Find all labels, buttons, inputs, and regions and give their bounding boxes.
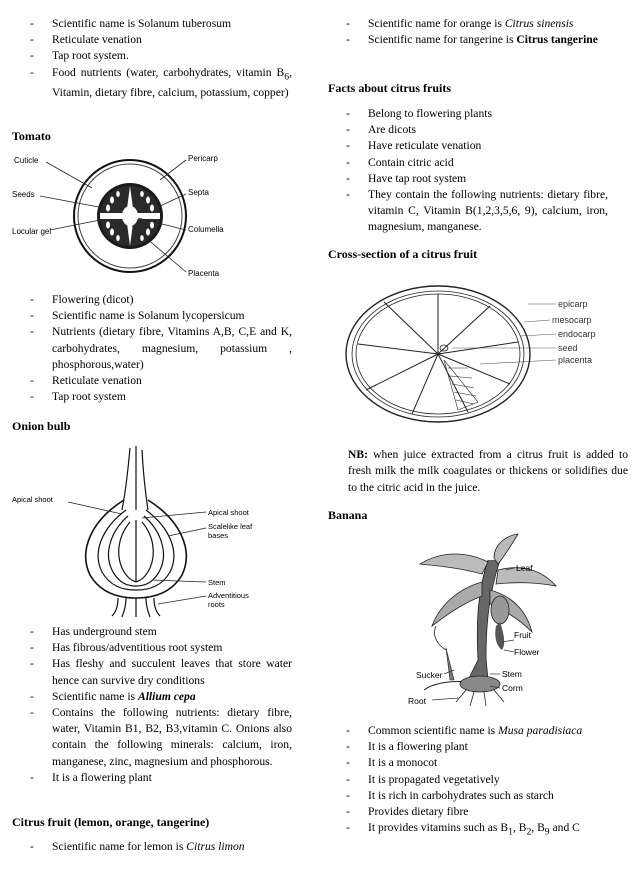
fruit-label: Fruit	[514, 630, 531, 640]
list-item: - It is a flowering plant	[328, 739, 608, 755]
septa-label: Septa	[188, 188, 209, 197]
list-item: - It is a monocot	[328, 755, 608, 771]
tomato-facts-list	[12, 292, 292, 405]
root-label: Root	[408, 696, 426, 706]
scalelike-leaf-label: Scalelike leaf	[208, 522, 253, 531]
stem-label: Stem	[502, 669, 522, 679]
sci-name: Allium cepa	[137, 689, 196, 703]
citrus-sci-names-list	[328, 16, 608, 48]
citrus-lemon-list	[12, 839, 292, 855]
citrus-cross-section	[346, 286, 530, 422]
list-item	[12, 839, 292, 855]
banana-heading: Banana	[328, 508, 368, 522]
sci-name-prefix: Scientific name is	[52, 689, 138, 703]
tomato-cross-section	[74, 160, 186, 272]
nutrients-text: Food nutrients (water, carbohydrates, vitamin B	[52, 65, 285, 79]
apical-shoot-left-label: Apical shoot	[12, 495, 53, 504]
tomato-diagram	[12, 148, 292, 288]
list-item: - Provides dietary fibre	[328, 804, 608, 820]
cuticle-label: Cuticle	[14, 156, 39, 165]
tangerine-prefix: Scientific name for tangerine is	[368, 33, 517, 47]
onion-label-lines	[68, 502, 206, 604]
list-item	[328, 820, 608, 841]
list-item: - Are dicots	[328, 122, 608, 138]
banana-facts-list	[328, 723, 608, 841]
subscript: 9	[544, 826, 550, 838]
onion-facts-list	[12, 624, 292, 786]
endocarp-label: endocarp	[558, 329, 596, 339]
pericarp-label: Pericarp	[188, 154, 218, 163]
nutrients-text-rest: , Vitamin, dietary fibre, calcium, potassium, copper)	[52, 65, 292, 100]
subscript: 1	[508, 826, 513, 838]
citrus-facts-heading: Facts about citrus fruits	[328, 81, 451, 95]
placenta-label: Placenta	[188, 269, 220, 278]
separator: , B	[512, 821, 527, 835]
lemon-sci-name: Citrus limon	[186, 840, 245, 853]
list-item: - Reticulate venation	[12, 373, 292, 389]
nb-text: when juice extracted from a citrus fruit is added to fresh milk the milk coagulates or thickens or solidifies due to the citric acid in the juice.	[348, 448, 628, 494]
list-item: - Reticulate venation	[12, 32, 292, 48]
list-item: - Nutrients (dietary fibre, Vitamins A,B, C,E and K, carbohydrates, magnesium, potassium , phosphorous,water)	[12, 324, 292, 373]
list-item: - It is a flowering plant	[12, 770, 292, 786]
stem-label: Stem	[208, 578, 226, 587]
citrus-diagram	[328, 282, 618, 432]
corm-label: Corm	[502, 683, 523, 693]
citrus-cross-section-heading: Cross-section of a citrus fruit	[328, 247, 478, 261]
scalelike-bases-label: bases	[208, 531, 229, 540]
nb-note	[328, 447, 628, 496]
list-item: - Scientific name is Solanum tuberosum	[12, 16, 292, 32]
nb-label: NB:	[348, 448, 368, 461]
list-item	[328, 32, 608, 48]
list-item: - Has fleshy and succulent leaves that store water hence can survive dry conditions	[12, 656, 292, 688]
list-item	[12, 65, 292, 102]
onion-heading: Onion bulb	[12, 419, 71, 433]
subscript: 6	[284, 70, 290, 82]
locular-gel-label: Locular gel	[12, 227, 52, 236]
lemon-prefix: Scientific name for lemon is	[52, 840, 187, 853]
columella-label: Columella	[188, 225, 224, 234]
orange-prefix: Scientific name for orange is	[368, 17, 505, 30]
roots-label: roots	[208, 600, 225, 609]
list-item: - They contain the following nutrients: dietary fibre, vitamin C, Vitamin B(1,2,3,5,6, 9), calcium, iron, magnesium, manganese.	[328, 187, 608, 236]
list-item: - Contains the following nutrients: dietary fibre, water, Vitamin B1, B2, B3,vitamin C. Onions also contain the following minerals: calcium, iron, manganese, zinc, magnesium and phosphorous.	[12, 705, 292, 770]
leaf-label: Leaf	[516, 563, 533, 573]
list-item	[12, 689, 292, 705]
adventitious-label: Adventitious	[208, 591, 249, 600]
sci-name: Musa paradisiaca	[498, 724, 583, 737]
tangerine-sci-name: Citrus tangerine	[516, 33, 598, 47]
list-item: - It is propagated vegetatively	[328, 772, 608, 788]
apical-shoot-right-label: Apical shoot	[208, 508, 249, 517]
vitamins-prefix: It provides vitamins such as B	[368, 821, 509, 835]
flower-label: Flower	[514, 647, 540, 657]
list-item: - Belong to flowering plants	[328, 106, 608, 122]
potato-facts-list	[12, 16, 292, 101]
mesocarp-label: mesocarp	[552, 315, 592, 325]
list-item: - Have reticulate venation	[328, 138, 608, 154]
list-item	[328, 723, 608, 739]
onion-bulb	[86, 446, 187, 617]
separator: , B	[531, 821, 545, 835]
list-item: - It is rich in carbohydrates such as starch	[328, 788, 608, 804]
banana-diagram	[328, 530, 608, 710]
subscript: 2	[526, 826, 532, 838]
list-item: - Have tap root system	[328, 171, 608, 187]
list-item: - Contain citric acid	[328, 155, 608, 171]
citrus-facts-list	[328, 106, 608, 236]
list-item: - Flowering (dicot)	[12, 292, 292, 308]
banana-plant	[420, 534, 556, 706]
list-item: - Tap root system	[12, 389, 292, 405]
list-item: - Has fibrous/adventitious root system	[12, 640, 292, 656]
seeds-label: Seeds	[12, 190, 35, 199]
citrus-heading: Citrus fruit (lemon, orange, tangerine)	[12, 815, 210, 829]
placenta-label: placenta	[558, 355, 593, 365]
sci-name-prefix: Common scientific name is	[368, 724, 499, 737]
onion-diagram	[12, 440, 292, 620]
citrus-label-lines	[452, 304, 556, 364]
list-item: - Scientific name is Solanum lycopersicum	[12, 308, 292, 324]
list-item: - Has underground stem	[12, 624, 292, 640]
seed-label: seed	[558, 343, 578, 353]
list-item	[328, 16, 608, 32]
orange-sci-name: Citrus sinensis	[504, 17, 574, 30]
list-item: - Tap root system.	[12, 48, 292, 64]
sucker-label: Sucker	[416, 670, 443, 680]
vitamins-suffix: and C	[549, 821, 580, 835]
tomato-heading: Tomato	[12, 129, 51, 143]
epicarp-label: epicarp	[558, 299, 588, 309]
